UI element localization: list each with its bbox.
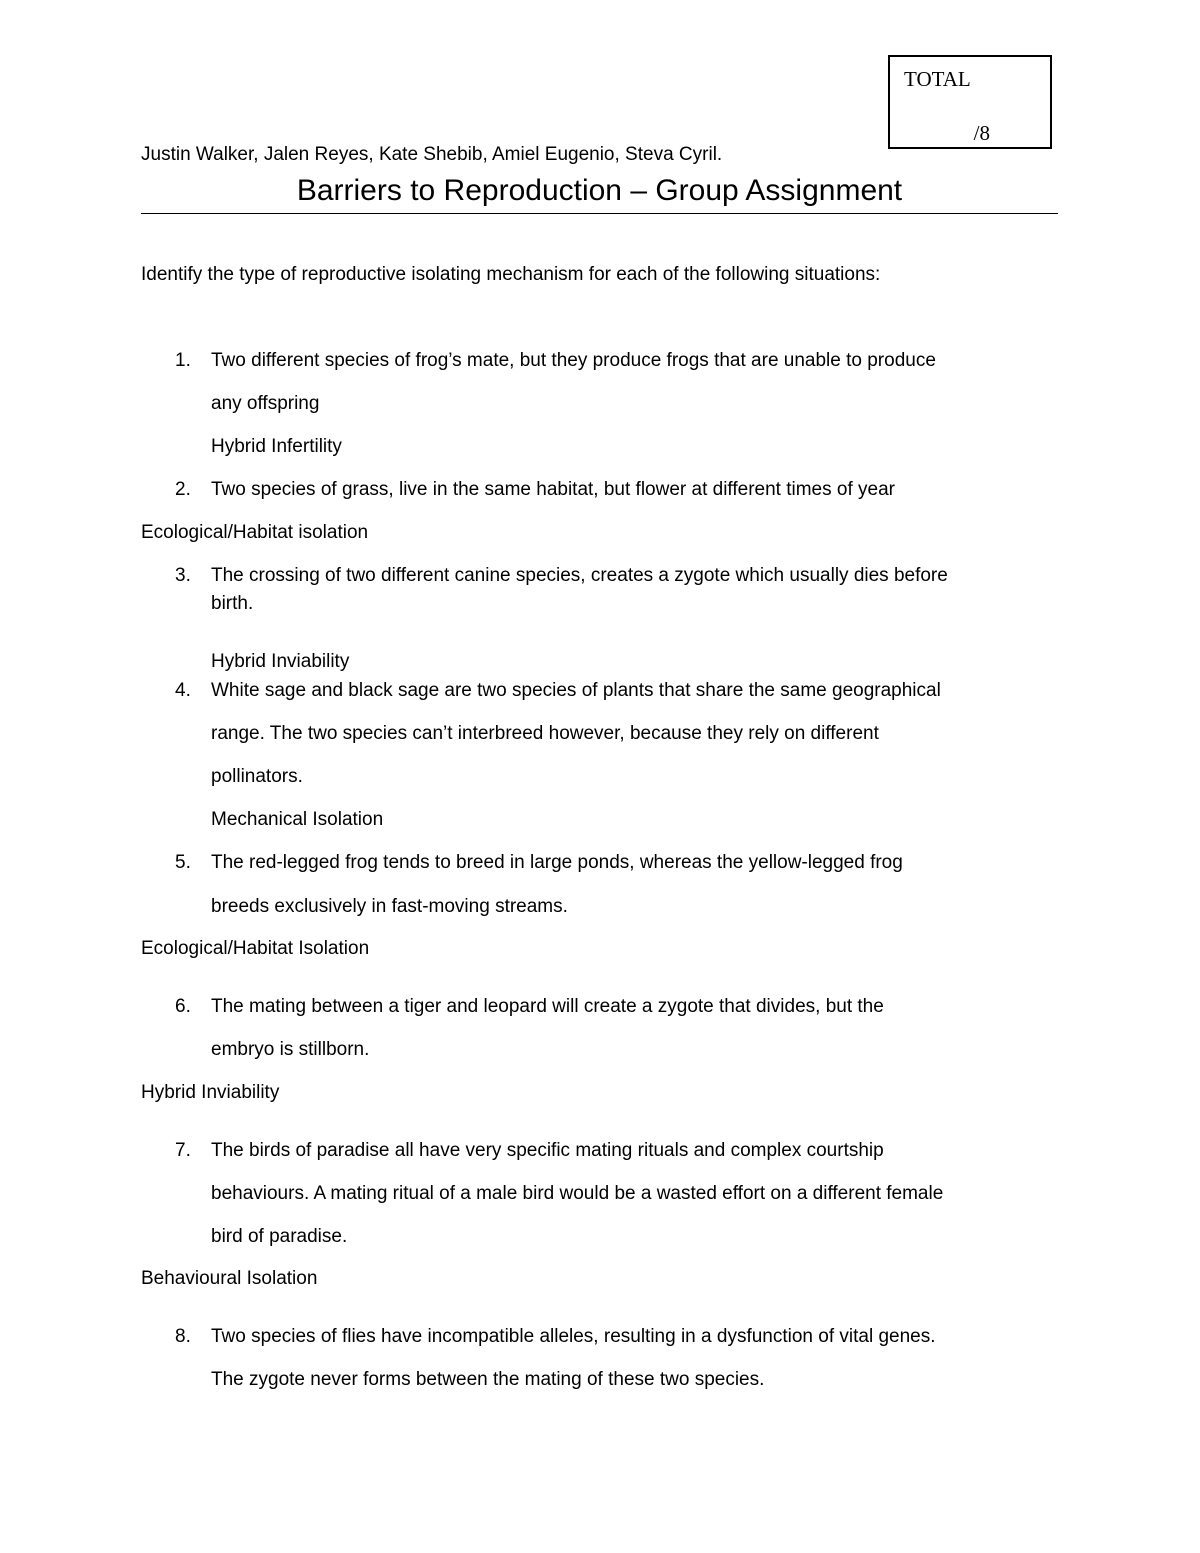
question-text: pollinators. bbox=[211, 766, 303, 787]
answer-text: Mechanical Isolation bbox=[211, 809, 384, 830]
question-text: birth. bbox=[211, 593, 254, 614]
question-number: 1. bbox=[175, 350, 191, 371]
question-text: Two different species of frog’s mate, but they produce frogs that are unable to produce bbox=[211, 350, 936, 371]
question-text: range. The two species can’t interbreed however, because they rely on different bbox=[211, 723, 879, 744]
question-number: 8. bbox=[175, 1326, 191, 1347]
question-number: 5. bbox=[175, 852, 191, 873]
question-number: 3. bbox=[175, 565, 191, 586]
question-text: The crossing of two different canine species, creates a zygote which usually dies before bbox=[211, 565, 948, 586]
instructions: Identify the type of reproductive isolating mechanism for each of the following situations: bbox=[141, 264, 881, 285]
question-text: White sage and black sage are two species of plants that share the same geographical bbox=[211, 680, 941, 701]
total-score: /8 bbox=[973, 121, 990, 145]
question-text: bird of paradise. bbox=[211, 1226, 348, 1247]
question-text: Two species of flies have incompatible alleles, resulting in a dysfunction of vital genes. bbox=[211, 1326, 936, 1347]
question-text: Two species of grass, live in the same habitat, but flower at different times of year bbox=[211, 479, 895, 500]
question-number: 4. bbox=[175, 680, 191, 701]
question-text: any offspring bbox=[211, 393, 320, 414]
answer-text: Hybrid Infertility bbox=[211, 436, 342, 457]
answer-text: Hybrid Inviability bbox=[141, 1082, 280, 1103]
answer-text: Ecological/Habitat Isolation bbox=[141, 938, 370, 959]
question-number: 2. bbox=[175, 479, 191, 500]
question-number: 6. bbox=[175, 996, 191, 1017]
page-title: Barriers to Reproduction – Group Assignment bbox=[296, 174, 903, 207]
total-label: TOTAL bbox=[904, 67, 971, 91]
question-text: The birds of paradise all have very specific mating rituals and complex courtship bbox=[211, 1140, 884, 1161]
question-text: embryo is stillborn. bbox=[211, 1039, 370, 1060]
answer-text: Hybrid Inviability bbox=[211, 651, 350, 672]
question-number: 7. bbox=[175, 1140, 191, 1161]
question-text: The mating between a tiger and leopard will create a zygote that divides, but the bbox=[211, 996, 884, 1017]
author-names: Justin Walker, Jalen Reyes, Kate Shebib, Amiel Eugenio, Steva Cyril. bbox=[141, 144, 723, 165]
total-score-box bbox=[888, 55, 1052, 149]
question-text: The red-legged frog tends to breed in large ponds, whereas the yellow-legged frog bbox=[211, 852, 903, 873]
question-text: The zygote never forms between the mating of these two species. bbox=[211, 1369, 765, 1390]
title-divider bbox=[141, 213, 1058, 214]
answer-text: Behavioural Isolation bbox=[141, 1268, 318, 1289]
answer-text: Ecological/Habitat isolation bbox=[141, 522, 369, 543]
question-text: breeds exclusively in fast-moving streams. bbox=[211, 896, 568, 917]
question-text: behaviours. A mating ritual of a male bird would be a wasted effort on a different female bbox=[211, 1183, 944, 1204]
